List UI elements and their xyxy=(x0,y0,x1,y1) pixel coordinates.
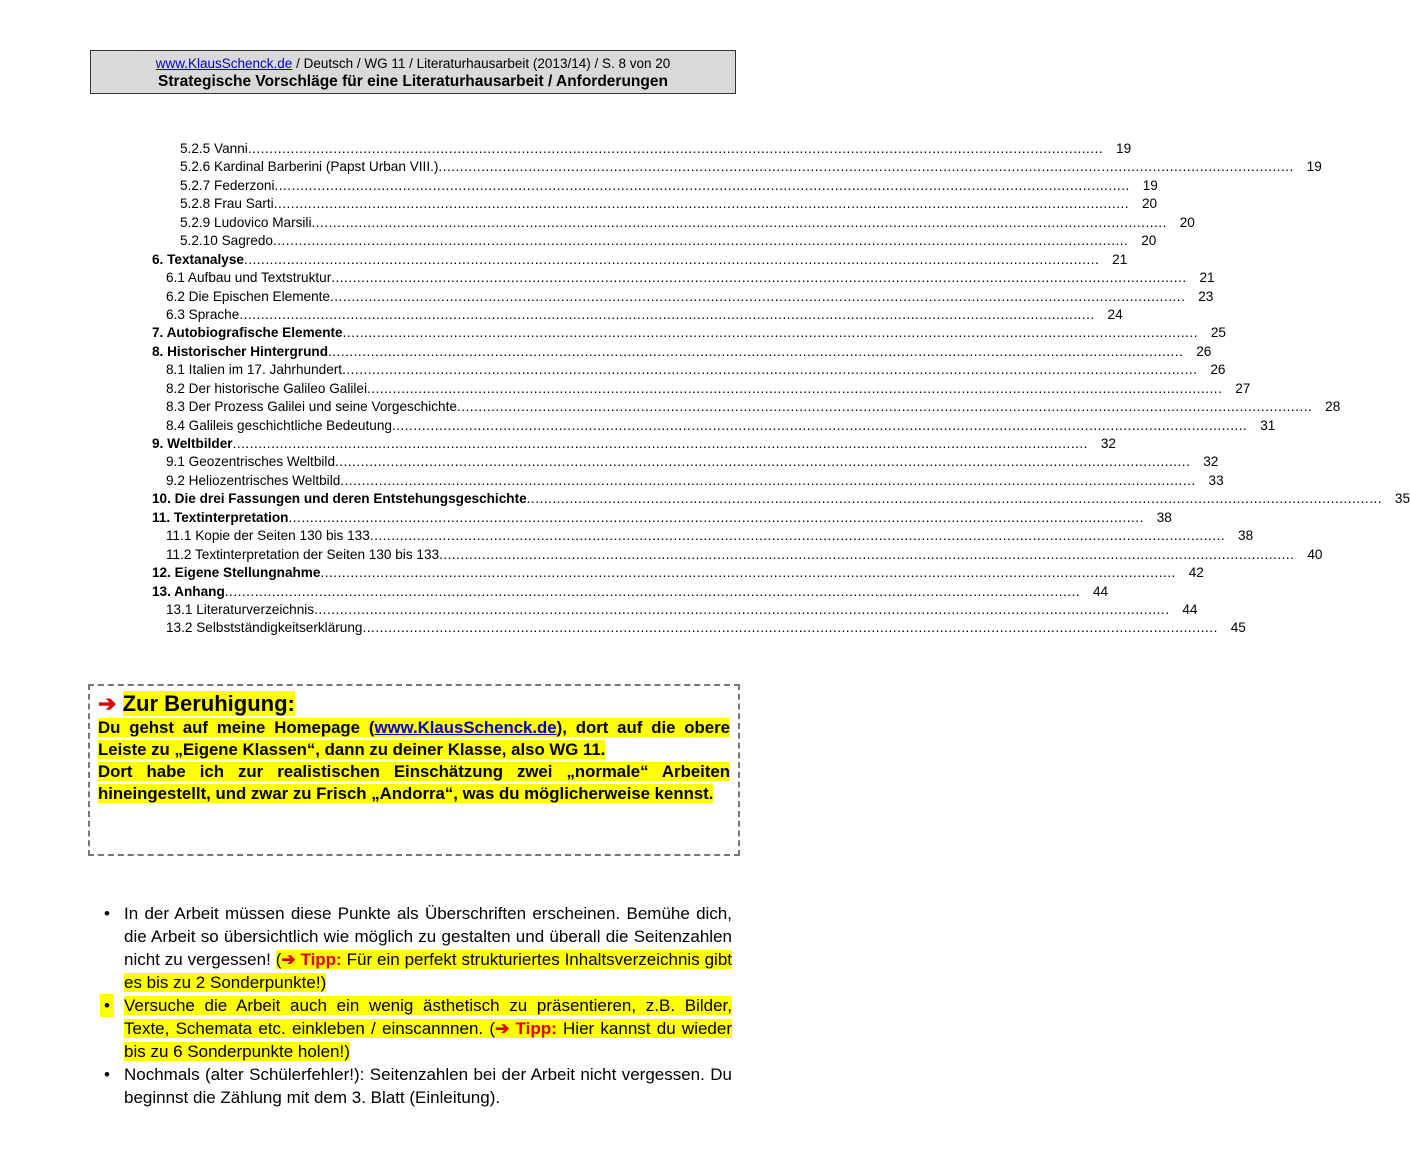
bullet-3-text: Nochmals (alter Schülerfehler!): Seitenzahlen bei der Arbeit nicht vergessen. Du beginnst die Zählung mit dem 3. Blatt (Einleitung). xyxy=(124,1065,732,1107)
table-of-contents xyxy=(152,141,1410,639)
toc-entry xyxy=(152,306,1123,325)
toc-entry-page: 20 xyxy=(1141,196,1158,212)
toc-entry-page: 28 xyxy=(1325,399,1341,415)
bullet-icon: • xyxy=(104,1065,110,1084)
homepage-link[interactable]: www.KlausSchenck.de xyxy=(155,56,293,71)
toc-entry-title: 11.1 Kopie der Seiten 130 bis 133 xyxy=(166,528,370,544)
toc-entry xyxy=(152,417,1276,436)
toc-entry-page: 19 xyxy=(1116,141,1132,156)
toc-entry xyxy=(152,399,1341,417)
toc-entry-title: 11.2 Textinterpretation der Seiten 130 bis 133 xyxy=(166,546,440,562)
toc-entry-page: 21 xyxy=(1112,251,1128,267)
box-p1-b: ), dort auf die obere Leiste zu „Eigene Klassen“, dann zu deiner Klasse, also WG 11. xyxy=(98,718,730,759)
toc-entry-title: 6. Textanalyse xyxy=(152,251,244,267)
toc-dot-leader: ........................................................................................................................................................................................................ xyxy=(232,436,1088,451)
toc-dot-leader: ........................................................................................................................................................................................................ xyxy=(362,620,1218,636)
toc-entry-page: 19 xyxy=(1142,177,1158,193)
toc-entry-page: 44 xyxy=(1093,583,1109,599)
toc-entry-page: 25 xyxy=(1210,325,1226,341)
toc-entry-page: 40 xyxy=(1307,546,1323,562)
toc-entry-page: 24 xyxy=(1107,306,1123,322)
tip-open-paren: ( xyxy=(489,1019,496,1038)
toc-entry-title: 7. Autobiografische Elemente xyxy=(152,325,343,341)
toc-entry-page: 44 xyxy=(1182,601,1198,617)
box-paragraph-2 xyxy=(98,761,730,805)
box-title xyxy=(98,691,730,717)
toc-dot-leader: ........................................................................................................................................................................................................ xyxy=(342,362,1198,378)
header-meta: / Deutsch / WG 11 / Literaturhausarbeit (2013/14) / S. 8 von 20 xyxy=(292,56,671,71)
toc-entry-title: 9.1 Geozentrisches Weltbild xyxy=(166,454,335,470)
toc-entry xyxy=(152,546,1323,565)
toc-dot-leader: ........................................................................................................................................................................................................ xyxy=(243,251,1100,267)
toc-dot-leader: ........................................................................................................................................................................................................ xyxy=(369,528,1226,544)
toc-entry-page: 31 xyxy=(1260,417,1276,433)
toc-entry xyxy=(152,528,1254,546)
toc-entry-page: 38 xyxy=(1238,528,1254,544)
toc-entry xyxy=(152,620,1246,638)
toc-entry-title: 9. Weltbilder xyxy=(152,436,233,451)
arrow-icon: ➔ xyxy=(98,691,117,716)
toc-entry-page: 20 xyxy=(1179,214,1195,230)
toc-entry-title: 5.2.6 Kardinal Barberini (Papst Urban VIII.) xyxy=(180,159,439,175)
toc-dot-leader: ........................................................................................................................................................................................................ xyxy=(314,601,1170,617)
toc-entry-title: 6.2 Die Epischen Elemente xyxy=(166,288,330,304)
toc-entry xyxy=(152,436,1116,454)
toc-entry-title: 5.2.7 Federzoni xyxy=(180,177,275,193)
box-homepage-link[interactable]: www.KlausSchenck.de xyxy=(374,718,557,737)
toc-entry-title: 12. Eigene Stellungnahme xyxy=(152,565,321,581)
toc-entry xyxy=(152,159,1322,177)
toc-entry xyxy=(152,251,1128,270)
toc-entry-title: 5.2.8 Frau Sarti xyxy=(180,196,274,212)
toc-entry-title: 8.3 Der Prozess Galilei und seine Vorgeschichte xyxy=(166,399,457,415)
toc-entry-page: 21 xyxy=(1199,270,1215,286)
toc-entry-page: 32 xyxy=(1203,454,1219,470)
header-meta-line xyxy=(91,55,735,72)
list-item xyxy=(96,994,732,1063)
toc-entry xyxy=(152,270,1215,288)
box-p2: Dort habe ich zur realistischen Einschätzung zwei „normale“ Arbeiten hineingestellt, und zwar zu Frisch „Andorra“, was du möglicherweise kennst. xyxy=(98,762,730,803)
toc-entry-page: 32 xyxy=(1100,436,1116,451)
tip-label: ➔ Tipp: xyxy=(281,950,342,969)
header-title: Strategische Vorschläge für eine Literaturhausarbeit / Anforderungen xyxy=(158,73,668,90)
toc-dot-leader: ........................................................................................................................................................................................................ xyxy=(273,196,1130,212)
toc-entry xyxy=(152,565,1204,583)
toc-dot-leader: ........................................................................................................................................................................................................ xyxy=(272,233,1129,249)
bullet-1-text: In der Arbeit müssen diese Punkte als Überschriften erscheinen. Bemühe dich, die Arbeit so übersichtlich wie möglich zu gestalten und überall die Seitenzahlen nicht zu vergessen! xyxy=(124,904,732,969)
toc-entry-title: 8. Historischer Hintergrund xyxy=(152,343,328,359)
toc-entry-title: 11. Textinterpretation xyxy=(152,509,289,525)
toc-entry-page: 19 xyxy=(1306,159,1322,175)
toc-dot-leader: ........................................................................................................................................................................................................ xyxy=(288,509,1144,525)
tip-label: ➔ Tipp: xyxy=(495,1019,557,1038)
toc-dot-leader: ........................................................................................................................................................................................................ xyxy=(342,325,1198,341)
bullet-icon: • xyxy=(104,904,110,923)
box-title-text: Zur Beruhigung: xyxy=(122,691,295,716)
toc-entry-title: 13.2 Selbstständigkeitserklärung xyxy=(166,620,363,636)
toc-dot-leader: ........................................................................................................................................................................................................ xyxy=(391,417,1248,433)
toc-entry-page: 35 xyxy=(1394,491,1410,507)
toc-entry xyxy=(152,454,1219,472)
toc-entry xyxy=(152,491,1410,509)
toc-entry-title: 13. Anhang xyxy=(152,583,225,599)
bullet-icon: • xyxy=(100,994,114,1017)
toc-entry-title: 5.2.5 Vanni xyxy=(180,141,248,156)
toc-entry-title: 13.1 Literaturverzeichnis xyxy=(166,601,315,617)
toc-entry xyxy=(152,196,1158,214)
toc-entry-page: 20 xyxy=(1141,233,1157,249)
toc-entry-title: 10. Die drei Fassungen und deren Entstehungsgeschichte xyxy=(152,491,527,507)
toc-entry xyxy=(152,325,1226,343)
toc-dot-leader: ........................................................................................................................................................................................................ xyxy=(247,141,1104,156)
list-item xyxy=(96,902,732,994)
toc-dot-leader: ........................................................................................................................................................................................................ xyxy=(456,399,1313,415)
tip-text: Hier kannst du wieder bis zu 6 Sonderpunkte holen!) xyxy=(124,1019,732,1061)
toc-entry xyxy=(152,583,1109,602)
reassurance-box xyxy=(88,684,740,856)
toc-dot-leader: ........................................................................................................................................................................................................ xyxy=(340,472,1196,488)
toc-entry-title: 6.1 Aufbau und Textstruktur xyxy=(166,270,332,286)
toc-entry xyxy=(152,601,1198,620)
box-p1-a: Du gehst auf meine Homepage ( xyxy=(98,718,375,737)
toc-entry-page: 26 xyxy=(1210,362,1226,378)
list-item xyxy=(96,1063,732,1109)
toc-entry-title: 5.2.9 Ludovico Marsili xyxy=(180,214,312,230)
toc-entry xyxy=(152,343,1212,362)
toc-entry-page: 45 xyxy=(1230,620,1246,636)
requirements-list xyxy=(96,902,732,1109)
toc-entry-page: 42 xyxy=(1188,565,1204,581)
toc-dot-leader: ........................................................................................................................................................................................................ xyxy=(438,159,1294,175)
toc-entry-page: 23 xyxy=(1198,288,1214,304)
toc-dot-leader: ........................................................................................................................................................................................................ xyxy=(239,306,1095,322)
toc-entry xyxy=(152,288,1214,307)
toc-entry xyxy=(152,362,1226,380)
toc-entry-title: 8.1 Italien im 17. Jahrhundert xyxy=(166,362,343,378)
toc-dot-leader: ........................................................................................................................................................................................................ xyxy=(439,546,1295,562)
toc-entry xyxy=(152,214,1195,233)
toc-entry-title: 9.2 Heliozentrisches Weltbild xyxy=(166,472,341,488)
toc-dot-leader: ........................................................................................................................................................................................................ xyxy=(311,214,1167,230)
toc-entry-page: 38 xyxy=(1156,509,1172,525)
toc-dot-leader: ........................................................................................................................................................................................................ xyxy=(224,583,1081,599)
tip-text: Für ein perfekt strukturiertes Inhaltsverzeichnis gibt es bis zu 2 Sonderpunkte!) xyxy=(124,950,732,992)
toc-entry-page: 27 xyxy=(1235,380,1251,396)
toc-entry xyxy=(152,177,1158,196)
page-header xyxy=(90,50,736,94)
toc-entry-title: 8.4 Galileis geschichtliche Bedeutung xyxy=(166,417,392,433)
box-paragraph-1 xyxy=(98,717,730,761)
toc-dot-leader: ........................................................................................................................................................................................................ xyxy=(526,491,1383,507)
toc-entry-title: 6.3 Sprache xyxy=(166,306,240,322)
toc-dot-leader: ........................................................................................................................................................................................................ xyxy=(320,565,1176,581)
toc-entry xyxy=(152,233,1157,251)
bullet-2-text: Versuche die Arbeit auch ein wenig ästhetisch zu präsentieren, z.B. Bilder, Texte, Schemata etc. einkleben / einscannnen. xyxy=(124,996,732,1038)
toc-entry-page: 26 xyxy=(1196,343,1212,359)
toc-entry-page: 33 xyxy=(1208,472,1224,488)
toc-dot-leader: ........................................................................................................................................................................................................ xyxy=(331,270,1187,286)
toc-entry-title: 8.2 Der historische Galileo Galilei xyxy=(166,380,367,396)
toc-dot-leader: ........................................................................................................................................................................................................ xyxy=(328,343,1184,359)
toc-entry xyxy=(152,472,1224,491)
toc-entry xyxy=(152,141,1132,159)
toc-entry-title: 5.2.10 Sagredo xyxy=(180,233,273,249)
toc-dot-leader: ........................................................................................................................................................................................................ xyxy=(335,454,1191,470)
toc-entry xyxy=(152,380,1251,399)
toc-entry xyxy=(152,509,1172,528)
toc-dot-leader: ........................................................................................................................................................................................................ xyxy=(329,288,1186,304)
toc-dot-leader: ........................................................................................................................................................................................................ xyxy=(366,380,1223,396)
tip-open-paren: ( xyxy=(275,950,282,969)
toc-dot-leader: ........................................................................................................................................................................................................ xyxy=(274,177,1130,193)
